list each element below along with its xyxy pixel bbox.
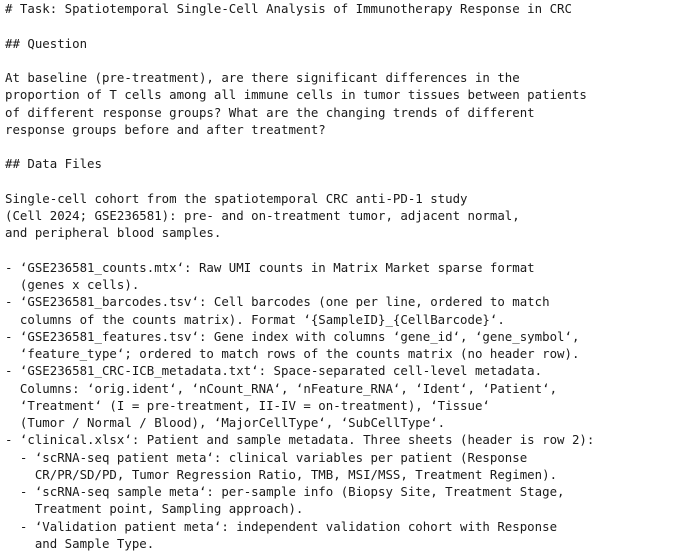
- section-heading: ## Data Files: [5, 156, 102, 172]
- text-line: and Sample Type.: [5, 535, 155, 551]
- text-line: response groups before and after treatment?: [5, 121, 326, 137]
- text-line: columns of the counts matrix). Format ‘{SampleID}_{CellBarcode}‘.: [5, 311, 505, 327]
- text-line: (genes x cells).: [5, 277, 140, 292]
- section-heading: ## Question: [5, 35, 88, 51]
- blank-line: [5, 173, 685, 190]
- list-item-line: - ‘Validation patient meta‘: independent validation cohort with Response: [5, 518, 558, 534]
- text-line: At baseline (pre-treatment), are there significant differences in the: [5, 70, 520, 85]
- text-line: Columns: ‘orig.ident‘, ‘nCount_RNA‘, ‘nFeature_RNA‘, ‘Ident‘, ‘Patient‘,: [5, 380, 558, 396]
- list-item-line: - ‘scRNA-seq patient meta‘: clinical variables per patient (Response: [5, 449, 528, 465]
- text-line: (Cell 2024; GSE236581): pre- and on-treatment tumor, adjacent normal,: [5, 208, 520, 223]
- blank-line: [5, 242, 685, 259]
- blank-line: [5, 52, 685, 69]
- text-line: Treatment point, Sampling approach).: [5, 501, 304, 517]
- text-line: ‘Treatment‘ (I = pre-treatment, II-IV = on-treatment), ‘Tissue‘: [5, 397, 490, 413]
- list-item-line: - ‘clinical.xlsx‘: Patient and sample metadata. Three sheets (header is row 2):: [5, 432, 595, 448]
- blank-line: [5, 138, 685, 155]
- text-line: ‘feature_type‘; ordered to match rows of the counts matrix (no header row).: [5, 346, 580, 361]
- list-item-line: - ‘GSE236581_CRC-ICB_metadata.txt‘: Space-separated cell-level metadata.: [5, 363, 543, 379]
- text-line: proportion of T cells among all immune cells in tumor tissues between patients: [5, 87, 587, 103]
- markdown-document: [5, 0, 685, 552]
- text-line: and peripheral blood samples.: [5, 225, 222, 241]
- list-item-line: - ‘scRNA-seq sample meta‘: per-sample info (Biopsy Site, Treatment Stage,: [5, 484, 565, 499]
- text-line: Single-cell cohort from the spatiotemporal CRC anti-PD-1 study: [5, 190, 468, 206]
- list-item-line: - ‘GSE236581_features.tsv‘: Gene index with columns ‘gene_id‘, ‘gene_symbol‘,: [5, 328, 580, 344]
- blank-line: [5, 17, 685, 34]
- text-line: (Tumor / Normal / Blood), ‘MajorCellType‘, ‘SubCellType‘.: [5, 415, 446, 430]
- list-item-line: - ‘GSE236581_barcodes.tsv‘: Cell barcodes (one per line, ordered to match: [5, 294, 550, 310]
- text-line: of different response groups? What are the changing trends of different: [5, 104, 535, 120]
- document-title: # Task: Spatiotemporal Single-Cell Analysis of Immunotherapy Response in CRC: [5, 1, 572, 16]
- list-item-line: - ‘GSE236581_counts.mtx‘: Raw UMI counts in Matrix Market sparse format: [5, 259, 535, 275]
- text-line: CR/PR/SD/PD, Tumor Regression Ratio, TMB, MSI/MSS, Treatment Regimen).: [5, 466, 558, 482]
